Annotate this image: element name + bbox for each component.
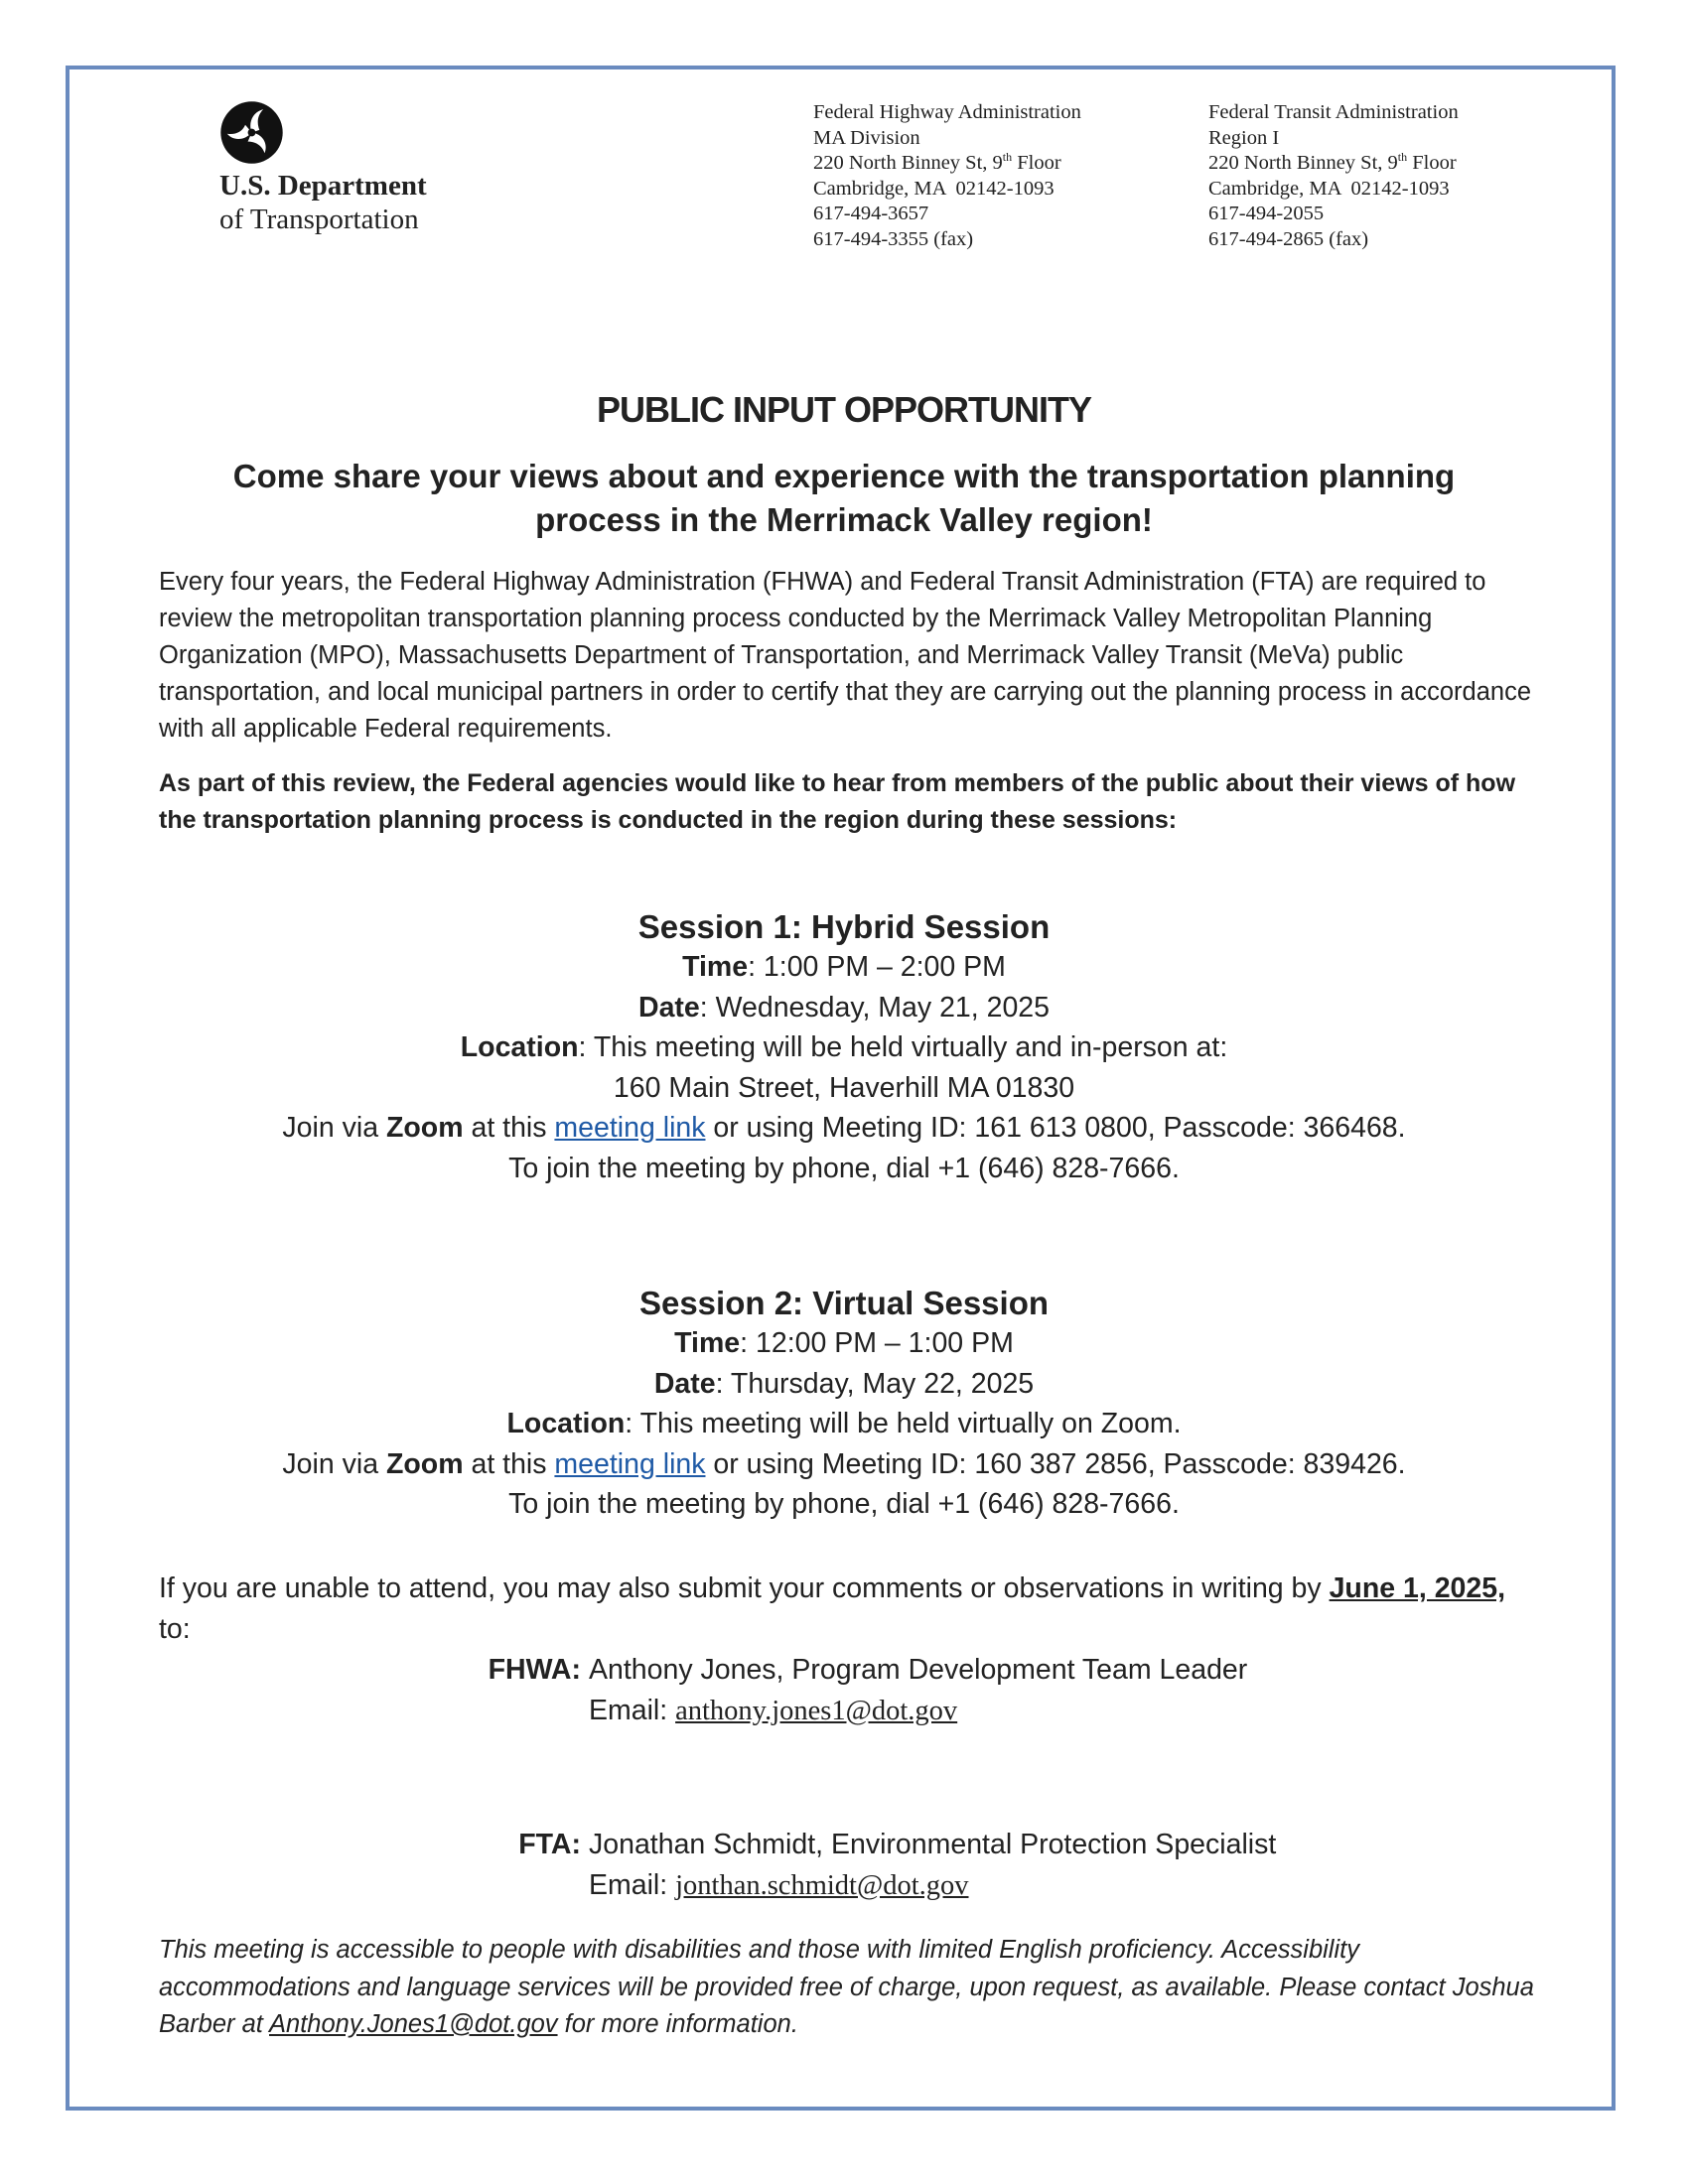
fhwa-street-sup: th: [1002, 150, 1013, 165]
session-1-location-value: : This meeting will be held virtually and in-person at:: [578, 1031, 1228, 1063]
department-name: [219, 169, 427, 236]
fta-contact-name: Jonathan Schmidt, Environmental Protection Specialist: [589, 1829, 1277, 1860]
session-1-join-pre: Join via: [282, 1112, 386, 1144]
session-2-join-post: or using Meeting ID: 160 387 2856, Passcode: 839426.: [705, 1447, 1406, 1480]
fhwa-street-text: 220 North Binney St, 9: [813, 152, 1003, 175]
session-1-join-mid: at this: [463, 1112, 555, 1144]
session-2-join: [0, 1444, 1688, 1485]
session-2-date-value: : Thursday, May 22, 2025: [715, 1367, 1035, 1400]
fhwa-division: MA Division: [813, 126, 920, 149]
accessibility-note-post: for more information.: [557, 2010, 798, 2038]
session-1-join-post: or using Meeting ID: 161 613 0800, Passcode: 366468.: [705, 1112, 1406, 1144]
session-2-join-pre: Join via: [282, 1447, 386, 1480]
fhwa-city: Cambridge, MA 02142-1093: [813, 177, 1055, 200]
fhwa-contact-email-line: [589, 1691, 1247, 1732]
comments-pre: If you are unable to attend, you may also submit your comments or observations in writing by: [159, 1572, 1330, 1604]
request-paragraph: As part of this review, the Federal agencies would like to hear from members of the public about their views of how the transportation planning process is conducted in the region during these sessions:: [159, 769, 1516, 834]
intro-paragraph: Every four years, the Federal Highway Administration (FHWA) and Federal Transit Administration (FTA) are required to review the metropolitan transportation planning process conducted by the Merrimack Valley Metropolitan Planning Organization (MPO), Massachusetts Department of Transportation, and Merrimack Valley Transit (MeVa) public transportation, and local municipal partners in order to certify that they are carrying out the planning process in accordance with all applicable Federal requirements.: [159, 568, 1532, 743]
session-1-phone: To join the meeting by phone, dial +1 (646) 828-7666.: [508, 1152, 1180, 1184]
session-2-phone: To join the meeting by phone, dial +1 (646) 828-7666.: [508, 1488, 1180, 1520]
fta-fax: 617-494-2865 (fax): [1208, 227, 1369, 250]
session-2-date: [0, 1364, 1688, 1405]
session-2-location-value: : This meeting will be held virtually on Zoom.: [625, 1408, 1182, 1439]
fta-street: [1208, 151, 1459, 177]
session-2-location: [0, 1404, 1688, 1444]
session-1-location: [0, 1027, 1688, 1068]
session-1-date-value: : Wednesday, May 21, 2025: [699, 991, 1051, 1024]
session-1-meeting-link[interactable]: meeting link: [554, 1112, 706, 1144]
session-2-heading: Session 2: Virtual Session: [638, 1285, 1050, 1321]
fta-email-lead: Email:: [589, 1868, 676, 1901]
session-1: [0, 905, 1688, 1188]
fhwa-contact-label: FHWA:: [488, 1654, 581, 1686]
fhwa-email-lead: Email:: [589, 1694, 676, 1726]
fhwa-contact-info: [589, 1650, 1247, 1731]
accessibility-note: [159, 1932, 1544, 2044]
session-1-location-label: Location: [460, 1031, 579, 1063]
fhwa-agency: Federal Highway Administration: [813, 101, 1081, 123]
fta-region: Region I: [1208, 126, 1280, 149]
session-2-join-mid: at this: [463, 1447, 555, 1480]
session-1-zoom: Zoom: [385, 1112, 464, 1144]
session-1-time: [0, 947, 1688, 988]
accessibility-note-pre: This meeting is accessible to people with disabilities and those with limited English proficiency. Accessibility accommodations and language services will be provided free of charge, upon request, as available. Please contact Joshua Barber at: [159, 1936, 1534, 2038]
fta-contact-info: [589, 1825, 1276, 1906]
fta-phone: 617-494-2055: [1208, 203, 1325, 225]
page-subtitle: [179, 455, 1509, 542]
fta-contact-email-line: [589, 1865, 1276, 1907]
fta-street-text: 220 North Binney St, 9: [1208, 152, 1398, 175]
session-2-location-label: Location: [506, 1408, 626, 1439]
fta-street-sup: th: [1397, 150, 1408, 165]
session-2: [0, 1282, 1688, 1525]
comments-paragraph: [159, 1569, 1544, 1649]
session-1-address: 160 Main Street, Haverhill MA 01830: [613, 1071, 1075, 1104]
session-2-time-value: : 12:00 PM – 1:00 PM: [740, 1327, 1014, 1359]
dot-triskelion-logo-icon: [219, 100, 284, 165]
fta-email-link[interactable]: jonthan.schmidt@dot.gov: [675, 1869, 969, 1901]
fhwa-contact-name: Anthony Jones, Program Development Team Leader: [589, 1654, 1248, 1686]
fhwa-phone: 617-494-3657: [813, 203, 929, 225]
session-1-time-label: Time: [682, 951, 749, 983]
fta-contact-label: FTA:: [518, 1829, 581, 1860]
fhwa-street-floor: Floor: [1012, 152, 1061, 175]
comments-post: to:: [159, 1612, 191, 1645]
session-2-time: [0, 1323, 1688, 1364]
session-2-date-label: Date: [653, 1367, 716, 1400]
fhwa-email-link[interactable]: anthony.jones1@dot.gov: [675, 1695, 958, 1726]
fta-address-block: [1208, 100, 1459, 253]
session-1-date-label: Date: [637, 991, 700, 1024]
fhwa-street: [813, 151, 1081, 177]
department-line1: U.S. Department: [219, 170, 427, 202]
session-1-date: [0, 988, 1688, 1028]
subtitle-line2: process in the Merrimack Valley region!: [535, 501, 1153, 538]
session-1-heading: Session 1: Hybrid Session: [637, 908, 1051, 945]
subtitle-line1: Come share your views about and experience with the transportation planning: [232, 458, 1456, 494]
fhwa-address-block: [813, 100, 1081, 253]
session-1-join: [0, 1108, 1688, 1149]
fta-agency: Federal Transit Administration: [1208, 101, 1459, 123]
comments-deadline: June 1, 2025,: [1329, 1572, 1506, 1604]
page-title: PUBLIC INPUT OPPORTUNITY: [596, 389, 1092, 430]
session-2-time-label: Time: [674, 1327, 741, 1359]
session-2-zoom: Zoom: [385, 1447, 464, 1480]
session-1-time-value: : 1:00 PM – 2:00 PM: [748, 951, 1006, 983]
accessibility-email-link[interactable]: Anthony.Jones1@dot.gov: [269, 2010, 558, 2038]
department-line2: of Transportation: [219, 204, 419, 235]
session-2-meeting-link[interactable]: meeting link: [554, 1447, 706, 1480]
fta-street-floor: Floor: [1407, 152, 1457, 175]
fhwa-fax: 617-494-3355 (fax): [813, 227, 974, 250]
fta-city: Cambridge, MA 02142-1093: [1208, 177, 1450, 200]
